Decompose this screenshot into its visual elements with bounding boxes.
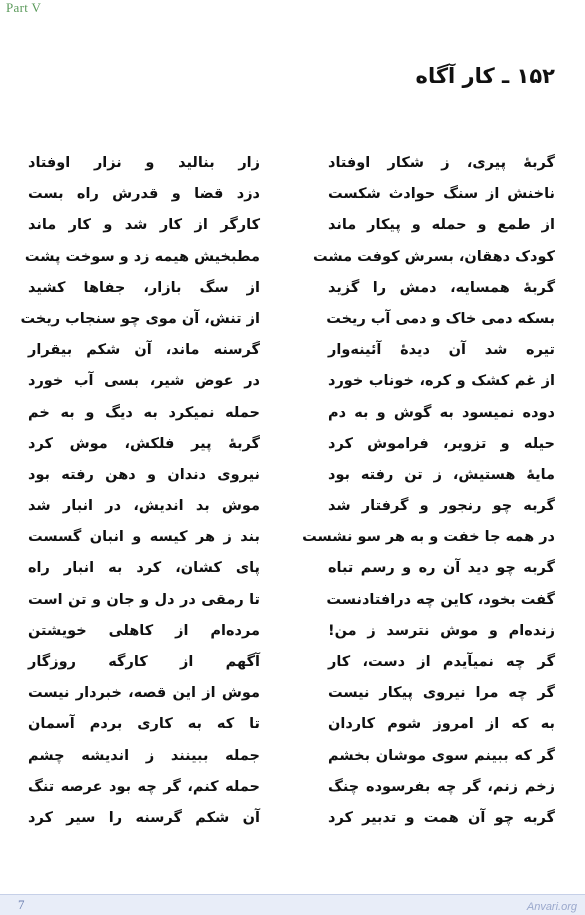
part-label: Part V [6, 0, 42, 15]
verse-line: گربه چو آن همت و تدبیر کرد [328, 809, 555, 826]
verse-line: بسکه دمی خاک و دمی آب ریخت [326, 310, 555, 327]
verse-line: گر چه مرا نیروی پیکار نیست [328, 685, 555, 702]
verse-line: تا که به کاری بردم آسمان [28, 716, 260, 733]
right-hemistich-column [302, 148, 555, 834]
verse-line: گربه چو دید آن ره و رسم تباه [328, 560, 555, 577]
verse-line: گفت بخود، کاین چه درافتادنست [326, 591, 555, 608]
verse-line: از غم کشک و کره، خوناب خورد [328, 373, 555, 390]
verse-line: گر که ببینم سوی موشان بخشم [328, 747, 555, 764]
verse-line: از طمع و حمله و پیکار ماند [328, 217, 555, 234]
verse-line: زخم زنم، گر چه بفرسوده چنگ [328, 778, 555, 795]
verse-line: نیروی دندان و دهن رفته بود [28, 466, 260, 483]
verse-line: تیره شد آن دیدهٔ آئینه‌وار [328, 342, 555, 359]
verse-line: گرسنه ماند، آن شکم بیقرار [28, 342, 260, 359]
verse-line: در همه جا خفت و به هر سو نشست [302, 529, 555, 546]
verse-line: گربهٔ پیر فلکش، موش کرد [28, 435, 260, 452]
verse-line: حیله و تزویر، فراموش کرد [328, 435, 555, 452]
verse-line: بند ز هر کیسه و انبان گسست [28, 529, 260, 546]
verse-line: گربهٔ پیری، ز شکار اوفتاد [328, 155, 555, 171]
page-number: 7 [18, 897, 25, 912]
verse-line: مرده‌ام از کاهلی خویشتن [28, 622, 260, 639]
verse-line: حمله کنم، گر چه بود عرصه تنگ [28, 778, 260, 795]
verse-line: ناخنش از سنگ حوادث شکست [328, 186, 555, 203]
verse-line: زنده‌ام و موش نترسد ز من! [328, 622, 555, 639]
verse-line: زار بنالید و نزار اوفتاد [28, 155, 260, 171]
verse-line: دوده نمیسود به گوش و به دم [328, 404, 555, 421]
verse-line: حمله نمیکرد به دیگ و به خم [28, 404, 260, 421]
verse-line: کارگر از کار شد و کار ماند [28, 217, 260, 234]
verse-line: مایهٔ هستیش، ز تن رفته بود [328, 466, 555, 483]
verse-line: مطبخیش هیمه زد و سوخت پشت [24, 248, 260, 265]
verse-line: موش بد اندیش، در انبار شد [28, 498, 260, 515]
verse-line: کودک دهقان، بسرش کوفت مشت [313, 248, 555, 265]
poem-title: ۱۵۲ ـ کار آگاه [415, 64, 555, 88]
verse-line: در عوض شیر، بسی آب خورد [28, 373, 260, 390]
left-hemistich-column [20, 148, 260, 834]
verse-line: آن شکم گرسنه را سیر کرد [28, 809, 260, 826]
verse-line: آگهم از کارگه روزگار [28, 654, 260, 670]
verse-line: گربه چو رنجور و گرفتار شد [328, 498, 555, 515]
verse-line: موش از این قصه، خبردار نیست [28, 685, 260, 702]
verse-line: تا رمقی در دل و جان و تن است [28, 591, 260, 608]
verse-line: پای کشان، کرد به انبار راه [28, 560, 260, 577]
verse-line: گر چه نمیآیدم از دست، کار [328, 654, 555, 670]
verse-line: جمله ببینند ز اندیشه چشم [28, 747, 260, 764]
poem-body [0, 148, 585, 868]
verse-line: از تنش، آن موی چو سنجاب ریخت [20, 310, 260, 327]
verse-line: به که از امروز شوم کاردان [328, 716, 555, 733]
verse-line: از سگ بازار، جفاها کشید [28, 279, 260, 296]
verse-line: دزد قضا و قدرش راه بست [28, 186, 260, 203]
site-watermark: Anvari.org [526, 901, 577, 913]
footer-bar [0, 894, 585, 915]
verse-line: گربهٔ همسایه، دمش را گزید [328, 279, 555, 296]
